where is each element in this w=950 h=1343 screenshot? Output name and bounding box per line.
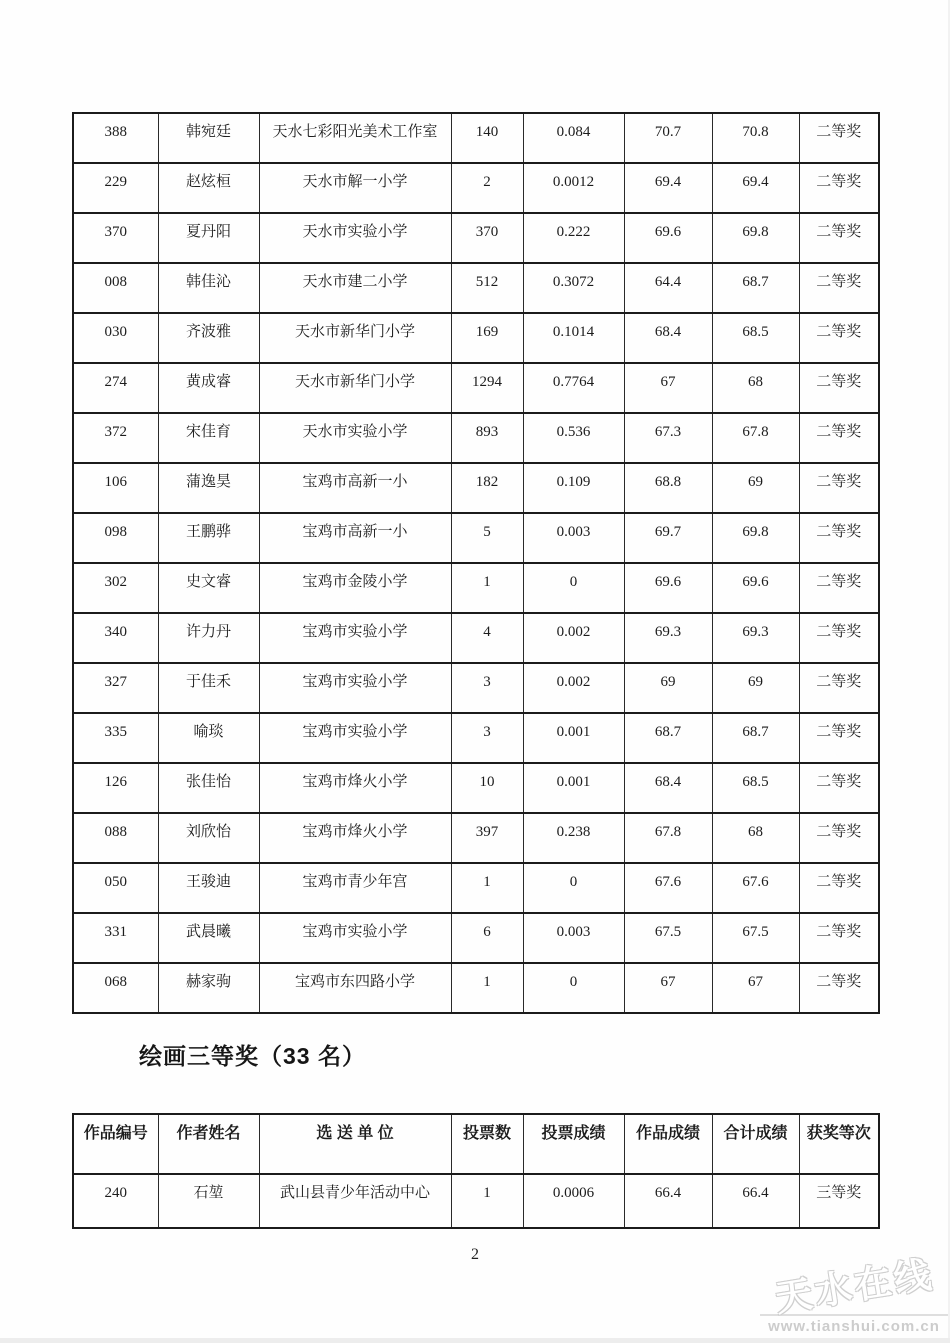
- cell: 4: [451, 613, 523, 663]
- cell: 098: [73, 513, 158, 563]
- table-row: [73, 213, 879, 263]
- cell: 69: [624, 663, 712, 713]
- cell: 70.8: [712, 113, 799, 163]
- cell: 许力丹: [158, 613, 259, 663]
- second-prize-table-body: [73, 113, 879, 1013]
- cell: 二等奖: [799, 163, 879, 213]
- cell: 030: [73, 313, 158, 363]
- cell: 韩佳沁: [158, 263, 259, 313]
- cell: 二等奖: [799, 713, 879, 763]
- cell: 69: [712, 663, 799, 713]
- cell: 370: [73, 213, 158, 263]
- table-row: [73, 563, 879, 613]
- cell: 二等奖: [799, 413, 879, 463]
- watermark-logo: 天水在线: [772, 1253, 937, 1320]
- cell: 宝鸡市青少年宫: [259, 863, 451, 913]
- cell: 69.8: [712, 513, 799, 563]
- cell: 67.6: [712, 863, 799, 913]
- cell: 0.001: [523, 763, 624, 813]
- cell: 0.3072: [523, 263, 624, 313]
- cell: 蒲逸昊: [158, 463, 259, 513]
- cell: 夏丹阳: [158, 213, 259, 263]
- third-prize-table-body: [73, 1174, 879, 1228]
- cell: 68.4: [624, 763, 712, 813]
- cell: 0.109: [523, 463, 624, 513]
- cell: 69.6: [624, 563, 712, 613]
- cell: 140: [451, 113, 523, 163]
- cell: 武晨曦: [158, 913, 259, 963]
- table-row: [73, 113, 879, 163]
- cell: 1: [451, 1174, 523, 1228]
- column-header-cell: 投票成绩: [523, 1114, 624, 1174]
- table-row: [73, 1114, 879, 1174]
- cell: 0.536: [523, 413, 624, 463]
- cell: 宝鸡市实验小学: [259, 663, 451, 713]
- table-row: [73, 263, 879, 313]
- cell: 2: [451, 163, 523, 213]
- cell: 274: [73, 363, 158, 413]
- scan-edge-bottom: [0, 1338, 950, 1343]
- cell: 宋佳育: [158, 413, 259, 463]
- cell: 67.5: [624, 913, 712, 963]
- table-row: [73, 413, 879, 463]
- cell: 69: [712, 463, 799, 513]
- cell: 武山县青少年活动中心: [259, 1174, 451, 1228]
- cell: 5: [451, 513, 523, 563]
- table-row: [73, 513, 879, 563]
- cell: 1: [451, 563, 523, 613]
- cell: 赵炫桓: [158, 163, 259, 213]
- cell: 0.0012: [523, 163, 624, 213]
- cell: 1: [451, 863, 523, 913]
- table-row: [73, 963, 879, 1013]
- cell: 0: [523, 563, 624, 613]
- cell: 008: [73, 263, 158, 313]
- cell: 68.7: [712, 713, 799, 763]
- cell: 二等奖: [799, 213, 879, 263]
- cell: 335: [73, 713, 158, 763]
- cell: 二等奖: [799, 763, 879, 813]
- cell: 68: [712, 813, 799, 863]
- column-header-cell: 合计成绩: [712, 1114, 799, 1174]
- column-header-cell: 作品成绩: [624, 1114, 712, 1174]
- column-header-cell: 获奖等次: [799, 1114, 879, 1174]
- cell: 68.5: [712, 313, 799, 363]
- cell: 1294: [451, 363, 523, 413]
- cell: 0.003: [523, 913, 624, 963]
- cell: 370: [451, 213, 523, 263]
- cell: 王鹏骅: [158, 513, 259, 563]
- cell: 67: [712, 963, 799, 1013]
- table-row: [73, 813, 879, 863]
- cell: 二等奖: [799, 613, 879, 663]
- cell: 0.1014: [523, 313, 624, 363]
- cell: 67.3: [624, 413, 712, 463]
- cell: 69.3: [712, 613, 799, 663]
- cell: 天水市新华门小学: [259, 363, 451, 413]
- cell: 二等奖: [799, 113, 879, 163]
- cell: 天水市实验小学: [259, 213, 451, 263]
- cell: 韩宛廷: [158, 113, 259, 163]
- third-prize-table-header: [73, 1114, 879, 1174]
- cell: 331: [73, 913, 158, 963]
- column-header-cell: 作品编号: [73, 1114, 158, 1174]
- cell: 327: [73, 663, 158, 713]
- cell: 3: [451, 663, 523, 713]
- cell: 302: [73, 563, 158, 613]
- cell: 240: [73, 1174, 158, 1228]
- cell: 天水市解一小学: [259, 163, 451, 213]
- second-prize-table: [72, 112, 880, 1014]
- cell: 68.4: [624, 313, 712, 363]
- cell: 67: [624, 963, 712, 1013]
- table-row: [73, 913, 879, 963]
- cell: 二等奖: [799, 863, 879, 913]
- cell: 106: [73, 463, 158, 513]
- table-row: [73, 663, 879, 713]
- cell: 66.4: [712, 1174, 799, 1228]
- cell: 372: [73, 413, 158, 463]
- cell: 天水市实验小学: [259, 413, 451, 463]
- cell: 512: [451, 263, 523, 313]
- cell: 068: [73, 963, 158, 1013]
- cell: 宝鸡市烽火小学: [259, 813, 451, 863]
- cell: 二等奖: [799, 263, 879, 313]
- cell: 67.8: [624, 813, 712, 863]
- cell: 天水市新华门小学: [259, 313, 451, 363]
- cell: 宝鸡市东四路小学: [259, 963, 451, 1013]
- cell: 三等奖: [799, 1174, 879, 1228]
- table-row: [73, 313, 879, 363]
- cell: 二等奖: [799, 663, 879, 713]
- section-heading: 绘画三等奖（33 名）: [139, 1043, 366, 1069]
- cell: 69.7: [624, 513, 712, 563]
- cell: 088: [73, 813, 158, 863]
- cell: 二等奖: [799, 513, 879, 563]
- table-row: [73, 863, 879, 913]
- cell: 70.7: [624, 113, 712, 163]
- column-header-cell: 投票数: [451, 1114, 523, 1174]
- cell: 3: [451, 713, 523, 763]
- cell: 68.5: [712, 763, 799, 813]
- cell: 张佳怡: [158, 763, 259, 813]
- cell: 68.7: [624, 713, 712, 763]
- cell: 0: [523, 963, 624, 1013]
- cell: 1: [451, 963, 523, 1013]
- column-header-cell: 选 送 单 位: [259, 1114, 451, 1174]
- cell: 二等奖: [799, 463, 879, 513]
- cell: 050: [73, 863, 158, 913]
- cell: 0.002: [523, 663, 624, 713]
- cell: 0.0006: [523, 1174, 624, 1228]
- column-header-cell: 作者姓名: [158, 1114, 259, 1174]
- cell: 二等奖: [799, 563, 879, 613]
- cell: 宝鸡市烽火小学: [259, 763, 451, 813]
- cell: 6: [451, 913, 523, 963]
- table-row: [73, 463, 879, 513]
- cell: 赫家驹: [158, 963, 259, 1013]
- cell: 126: [73, 763, 158, 813]
- cell: 宝鸡市高新一小: [259, 513, 451, 563]
- cell: 340: [73, 613, 158, 663]
- cell: 宝鸡市实验小学: [259, 613, 451, 663]
- cell: 64.4: [624, 263, 712, 313]
- cell: 石堃: [158, 1174, 259, 1228]
- table-row: [73, 713, 879, 763]
- cell: 0: [523, 863, 624, 913]
- cell: 0.222: [523, 213, 624, 263]
- cell: 天水七彩阳光美术工作室: [259, 113, 451, 163]
- table-row: [73, 613, 879, 663]
- cell: 68.8: [624, 463, 712, 513]
- page-number: 2: [471, 1246, 479, 1263]
- cell: 67.8: [712, 413, 799, 463]
- cell: 0.238: [523, 813, 624, 863]
- cell: 0.7764: [523, 363, 624, 413]
- cell: 宝鸡市实验小学: [259, 713, 451, 763]
- table-row: [73, 163, 879, 213]
- cell: 69.8: [712, 213, 799, 263]
- cell: 67.6: [624, 863, 712, 913]
- watermark-url: www.tianshui.com.cn: [768, 1318, 940, 1335]
- cell: 69.3: [624, 613, 712, 663]
- cell: 0.084: [523, 113, 624, 163]
- cell: 二等奖: [799, 313, 879, 363]
- cell: 893: [451, 413, 523, 463]
- cell: 169: [451, 313, 523, 363]
- cell: 喻琰: [158, 713, 259, 763]
- cell: 69.6: [712, 563, 799, 613]
- cell: 182: [451, 463, 523, 513]
- cell: 齐波雅: [158, 313, 259, 363]
- cell: 宝鸡市实验小学: [259, 913, 451, 963]
- watermark: [760, 1253, 948, 1335]
- cell: 67: [624, 363, 712, 413]
- cell: 67.5: [712, 913, 799, 963]
- cell: 66.4: [624, 1174, 712, 1228]
- cell: 刘欣怡: [158, 813, 259, 863]
- cell: 0.003: [523, 513, 624, 563]
- cell: 史文睿: [158, 563, 259, 613]
- table-row: [73, 1174, 879, 1228]
- table-row: [73, 363, 879, 413]
- cell: 388: [73, 113, 158, 163]
- table-row: [73, 763, 879, 813]
- cell: 二等奖: [799, 813, 879, 863]
- cell: 68: [712, 363, 799, 413]
- cell: 68.7: [712, 263, 799, 313]
- third-prize-table: [72, 1113, 880, 1229]
- cell: 0.001: [523, 713, 624, 763]
- cell: 二等奖: [799, 913, 879, 963]
- cell: 69.4: [712, 163, 799, 213]
- cell: 二等奖: [799, 963, 879, 1013]
- cell: 天水市建二小学: [259, 263, 451, 313]
- cell: 229: [73, 163, 158, 213]
- cell: 二等奖: [799, 363, 879, 413]
- cell: 于佳禾: [158, 663, 259, 713]
- cell: 宝鸡市高新一小: [259, 463, 451, 513]
- cell: 宝鸡市金陵小学: [259, 563, 451, 613]
- cell: 黄成睿: [158, 363, 259, 413]
- cell: 0.002: [523, 613, 624, 663]
- cell: 397: [451, 813, 523, 863]
- cell: 69.6: [624, 213, 712, 263]
- cell: 69.4: [624, 163, 712, 213]
- cell: 10: [451, 763, 523, 813]
- cell: 王骏迪: [158, 863, 259, 913]
